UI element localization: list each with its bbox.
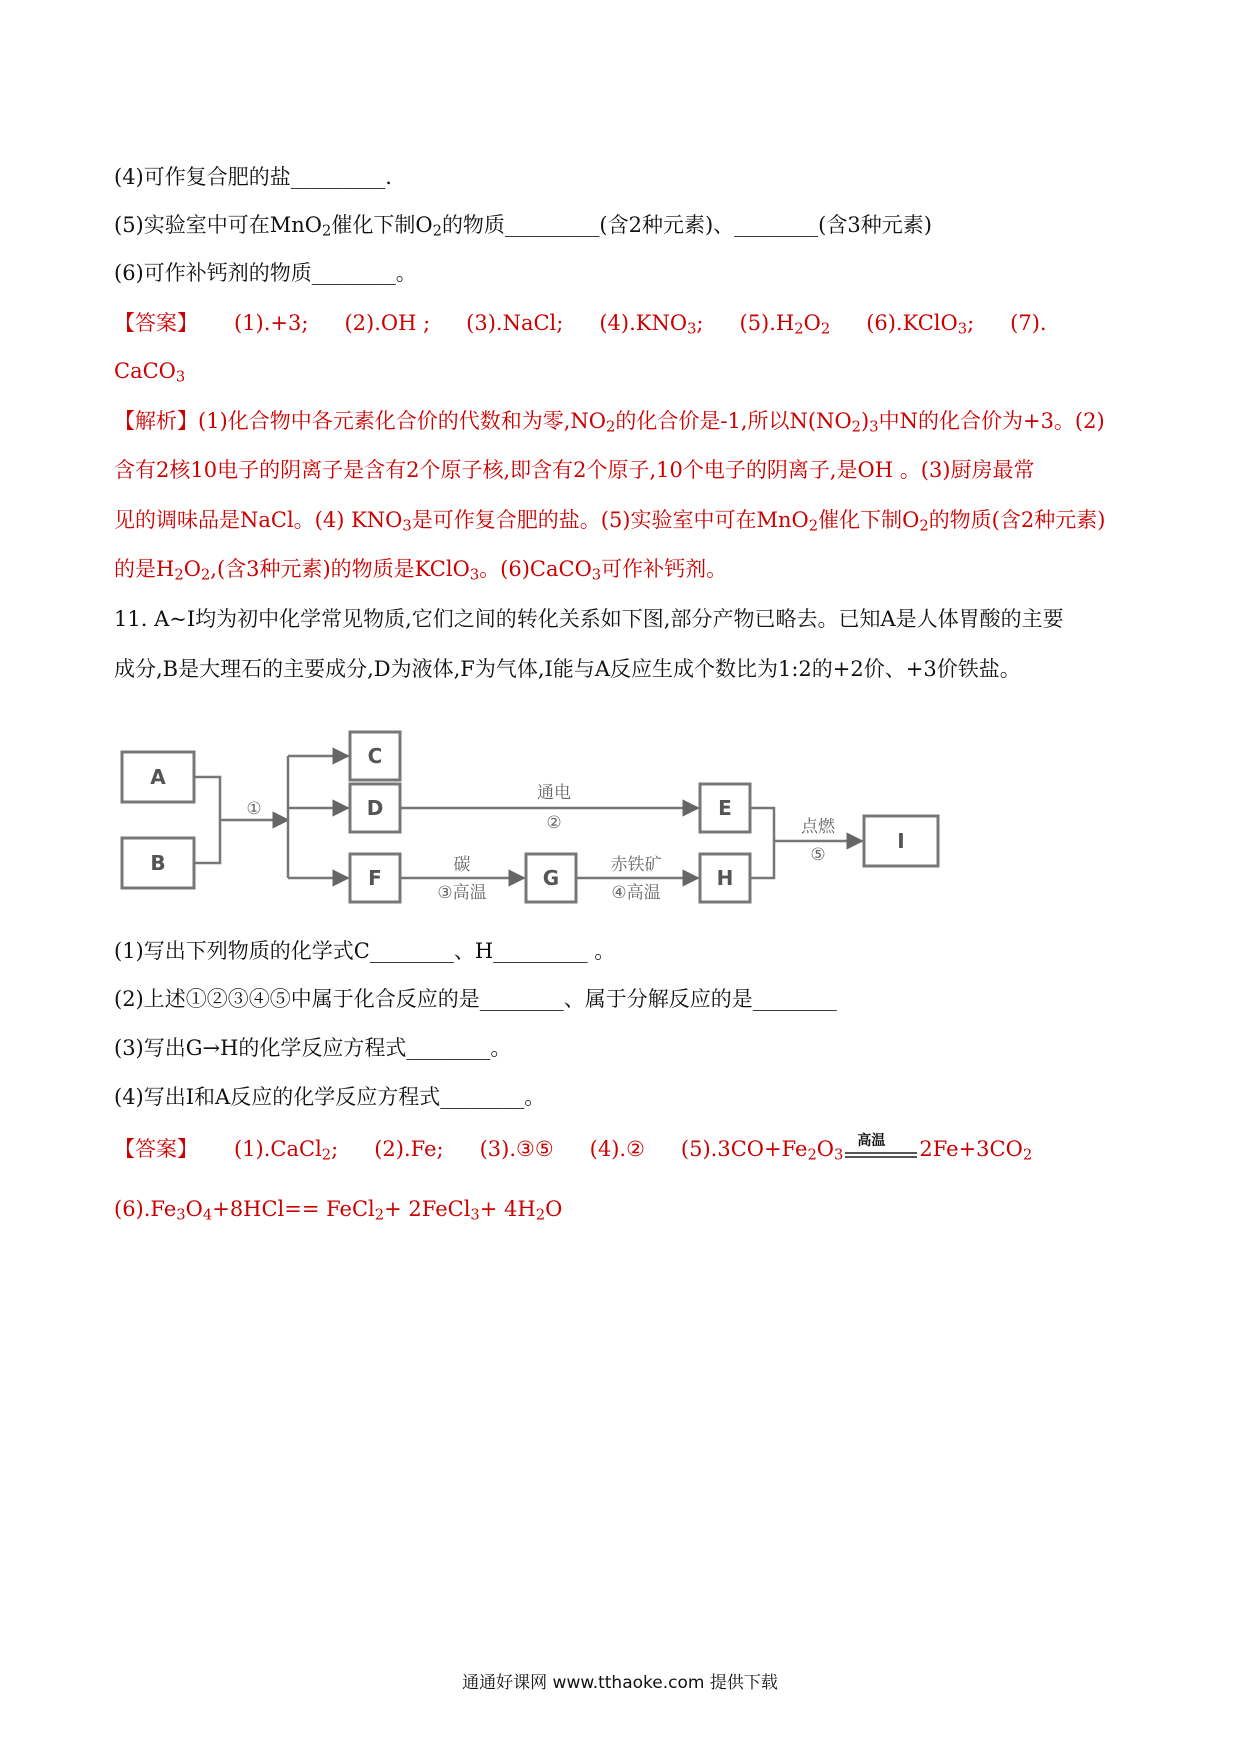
q11-sub-4: (4)写出I和A反应的化学反应方程式________。 [114, 1085, 546, 1109]
reaction-flow-diagram [114, 730, 974, 920]
subscript: 3 [470, 1206, 480, 1224]
subscript: 3 [469, 566, 480, 584]
subscript: 2 [432, 222, 442, 240]
step-1-label: ① [246, 799, 262, 819]
edge-to-i-condition: 点燃 [801, 817, 835, 837]
answer-5: (5).3CO+Fe [680, 1137, 808, 1161]
subscript: 4 [202, 1206, 213, 1224]
subscript: 2 [606, 418, 616, 436]
q11-stem-line-2: 成分,B是大理石的主要成分,D为液体,F为气体,I能与A反应生成个数比为1:2的+2价、+3价铁盐。 [114, 657, 1021, 681]
answer-1: (1).+3; [234, 311, 309, 335]
subscript: 3 [402, 517, 412, 535]
node-i: I [897, 829, 905, 853]
subscript: 3 [687, 320, 697, 338]
q10-answer-line-2 [114, 356, 1124, 393]
answer-3: (3).NaCl; [466, 311, 564, 335]
text-run: O [545, 1197, 563, 1221]
text-run: 的化合价是-1,所以N(NO [615, 409, 852, 433]
q11-stem-line-1: 11. A~I均为初中化学常见物质,它们之间的转化关系如下图,部分产物已略去。已知A是人体胃酸的主要 [114, 607, 1064, 631]
subscript: 3 [176, 1206, 186, 1224]
answer-3: (3).③⑤ [479, 1137, 554, 1161]
text-run: 2Fe+3CO [919, 1137, 1023, 1161]
text-run: 是可作复合肥的盐。(5)实验室中可在MnO [411, 508, 809, 532]
subscript: 2 [535, 1206, 546, 1224]
edge-to-i-step: ⑤ [810, 845, 826, 865]
node-f: F [368, 866, 382, 890]
q11-sub-2: (2)上述①②③④⑤中属于化合反应的是________、属于分解反应的是________ [114, 987, 837, 1011]
q11-answer-line-2 [114, 1194, 1124, 1231]
edge-d-e-condition: 通电 [537, 783, 571, 803]
subscript: 2 [200, 566, 211, 584]
text-run: O [183, 557, 201, 581]
text-run: 的物质(含2种元素) [928, 508, 1106, 532]
edge-g-h-condition: 赤铁矿 [610, 855, 662, 875]
edge-g-h-step: ④高温 [611, 883, 661, 903]
subscript: 2 [851, 418, 862, 436]
q10-analysis-line-3 [114, 505, 1124, 542]
text-run: O [816, 1137, 835, 1161]
answer-1: (1).CaCl [234, 1137, 322, 1161]
text-run: 催化下制O [818, 508, 920, 532]
page-footer: 通通好课网 www.tthaoke.com 提供下载 [462, 1673, 778, 1693]
node-g: G [542, 866, 560, 890]
text-run: ; [696, 311, 704, 335]
text-run: ; [331, 1137, 339, 1161]
text-run: + 4H [479, 1197, 536, 1221]
text-run: O [185, 1197, 203, 1221]
node-h: H [716, 866, 734, 890]
subscript: 2 [174, 566, 184, 584]
text-run: 见的调味品是NaCl。(4) KNO [114, 508, 403, 532]
q11-sub-1: (1)写出下列物质的化学式C________、H_________ 。 [114, 939, 616, 963]
text-run: 可作补钙剂。 [601, 557, 728, 581]
subscript: 2 [808, 517, 819, 535]
q10-item-5 [114, 210, 1124, 247]
node-d: D [366, 796, 384, 820]
text-run: + 2FeCl [384, 1197, 471, 1221]
subscript: 3 [834, 1146, 844, 1164]
answer-5: (5).H [739, 311, 795, 335]
subscript: 2 [794, 320, 804, 338]
q10-analysis-line-2: 含有2核10电子的阴离子是含有2个原子核,即含有2个原子,10个电子的阴离子,是OH 。(3)厨房最常 [114, 458, 1035, 482]
answer-6: (6).Fe [114, 1197, 177, 1221]
text-run: 中N的化合价为+3。(2) [878, 409, 1105, 433]
subscript: 2 [1022, 1146, 1033, 1164]
answer-2: (2).OH ; [344, 311, 431, 335]
answer-2: (2).Fe; [374, 1137, 444, 1161]
q10-analysis-line-1 [114, 406, 1124, 443]
node-c: C [367, 744, 383, 768]
q10-analysis-line-4 [114, 554, 1124, 591]
text-run: 的是H [114, 557, 175, 581]
connector-eh [750, 808, 774, 878]
text-run: ) [861, 409, 870, 433]
edge-f-g-step: ③高温 [437, 883, 487, 903]
node-a: A [150, 765, 166, 789]
text-run: (5)实验室中可在MnO [114, 213, 322, 237]
q11-answer-line [114, 1134, 1124, 1171]
text-run: (1)化合物中各元素化合价的代数和为零,NO [198, 409, 607, 433]
node-e: E [718, 796, 732, 820]
edge-f-g-condition: 碳 [453, 855, 471, 875]
subscript: 3 [175, 368, 186, 386]
subscript: 3 [869, 418, 879, 436]
node-b: B [150, 851, 166, 875]
condition-label: 高温 [857, 1133, 886, 1149]
answer-7: (7). [1010, 311, 1047, 335]
answer-label: 【答案】 [114, 1137, 198, 1161]
subscript: 2 [322, 222, 332, 240]
connector-ab [194, 777, 220, 863]
q10-item-4: (4)可作复合肥的盐_________. [114, 165, 392, 189]
analysis-label: 【解析】 [114, 409, 198, 433]
text-run: 的物质_________(含2种元素)、________(含3种元素) [441, 213, 932, 237]
text-run: 。(6)CaCO [479, 557, 592, 581]
q10-item-6: (6)可作补钙剂的物质________。 [114, 261, 417, 285]
edge-d-e-step: ② [546, 813, 562, 833]
subscript: 2 [820, 320, 831, 338]
text-run: CaCO [114, 359, 176, 383]
answer-6: (6).KClO [866, 311, 958, 335]
subscript: 2 [321, 1146, 332, 1164]
text-run: +8HCl== FeCl [212, 1197, 375, 1221]
answer-label: 【答案】 [114, 311, 198, 335]
text-run: O [803, 311, 821, 335]
reaction-condition-equals [843, 1134, 919, 1164]
q10-answer-line [114, 308, 1124, 345]
q11-sub-3: (3)写出G→H的化学反应方程式________。 [114, 1036, 512, 1060]
text-run: ; [967, 311, 975, 335]
subscript: 2 [374, 1206, 385, 1224]
subscript: 3 [957, 320, 968, 338]
subscript: 3 [591, 566, 602, 584]
text-run: ,(含3种元素)的物质是KClO [210, 557, 470, 581]
subscript: 2 [807, 1146, 817, 1164]
answer-4: (4).KNO [599, 311, 688, 335]
answer-4: (4).② [589, 1137, 645, 1161]
subscript: 2 [919, 517, 929, 535]
text-run: 催化下制O [331, 213, 433, 237]
